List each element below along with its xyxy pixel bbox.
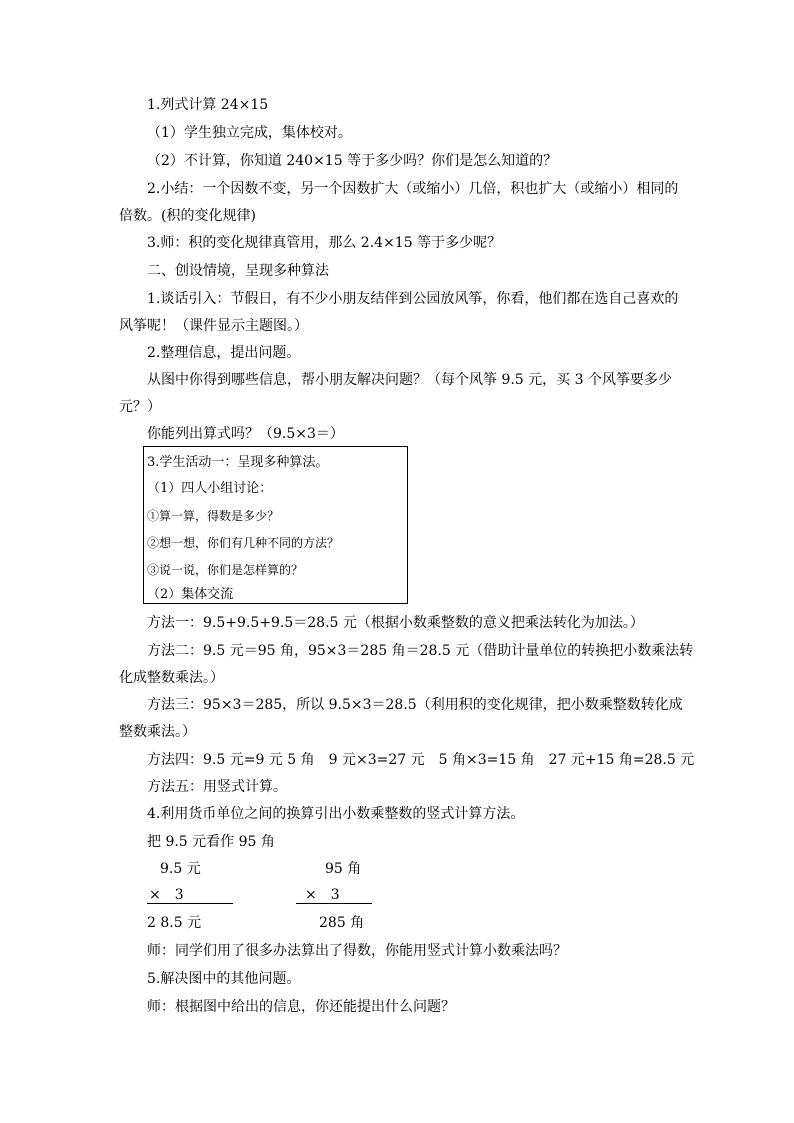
text-line: 整数乘法。） xyxy=(119,724,196,740)
vertical-left-top: 9.5 元 xyxy=(160,861,201,877)
text-line: 3.师：积的变化规律真管用，那么 2.4×15 等于多少呢？ xyxy=(147,235,502,251)
text-line: 方法四：9.5 元=9 元 5 角 9 元×3=27 元 5 角×3=15 角 27 元+15 角=28.5 元 xyxy=(147,752,695,768)
text-line: 把 9.5 元看作 95 角 xyxy=(147,834,275,850)
activity-item: ③说一说，你们是怎样算的？ xyxy=(147,563,304,577)
vertical-right-multiplier: × 3 xyxy=(305,887,340,903)
text-line: （1）学生独立完成，集体校对。 xyxy=(147,125,352,141)
text-line: （2）不计算，你知道 240×15 等于多少吗？你们是怎么知道的？ xyxy=(147,153,558,169)
vertical-left-result: 2 8.5 元 xyxy=(147,915,202,931)
text-line: 方法一：9.5+9.5+9.5＝28.5 元（根据小数乘整数的意义把乘法转化为加法。） xyxy=(147,615,644,631)
text-line: 4.利用货币单位之间的换算引出小数乘整数的竖式计算方法。 xyxy=(147,806,525,822)
text-line: 方法三：95×3＝285，所以 9.5×3＝28.5（利用积的变化规律，把小数乘整数转化成 xyxy=(147,697,683,713)
vertical-left-underline xyxy=(147,903,233,904)
section-heading: 二、创设情境，呈现多种算法 xyxy=(147,263,329,279)
activity-title: 3.学生活动一：呈现多种算法。 xyxy=(147,455,329,470)
text-line: 倍数。(积的变化规律) xyxy=(119,208,256,224)
text-line: 5.解决图中的其他问题。 xyxy=(147,971,301,987)
activity-item: （2）集体交流 xyxy=(147,587,234,602)
text-line: 方法二：9.5 元＝95 角，95×3＝285 角＝28.5 元（借助计量单位的转换把小数乘法转 xyxy=(147,643,694,659)
activity-item: ①算一算，得数是多少？ xyxy=(147,509,280,523)
vertical-right-underline xyxy=(296,903,372,904)
text-line: 师：同学们用了很多办法算出了得数，你能用竖式计算小数乘法吗？ xyxy=(147,943,567,959)
text-line: 风筝呢！（课件显示主题图。） xyxy=(119,318,308,334)
text-line: 从图中你得到哪些信息，帮小朋友解决问题？（每个风筝 9.5 元，买 3 个风筝要多少 xyxy=(147,372,672,388)
vertical-right-result: 285 角 xyxy=(319,915,365,931)
activity-item: （1）四人小组讨论： xyxy=(147,481,273,496)
vertical-right-top: 95 角 xyxy=(325,861,362,877)
text-line: 2.小结：一个因数不变，另一个因数扩大（或缩小）几倍，积也扩大（或缩小）相同的 xyxy=(147,181,679,197)
text-line: 你能列出算式吗？（9.5×3＝） xyxy=(147,426,344,442)
text-line: 元？） xyxy=(119,399,161,415)
text-line: 化成整数乘法。） xyxy=(119,670,224,686)
activity-item: ②想一想，你们有几种不同的方法？ xyxy=(147,536,340,550)
text-line: 1.谈话引入：节假日，有不少小朋友结伴到公园放风筝，你看，他们都在选自己喜欢的 xyxy=(147,291,679,307)
text-line: 1.列式计算 24×15 xyxy=(147,97,269,113)
text-line: 方法五：用竖式计算。 xyxy=(147,779,287,795)
text-line: 2.整理信息，提出问题。 xyxy=(147,345,301,361)
text-line: 师：根据图中给出的信息，你还能提出什么问题？ xyxy=(147,999,455,1015)
vertical-left-multiplier: × 3 xyxy=(149,887,184,903)
